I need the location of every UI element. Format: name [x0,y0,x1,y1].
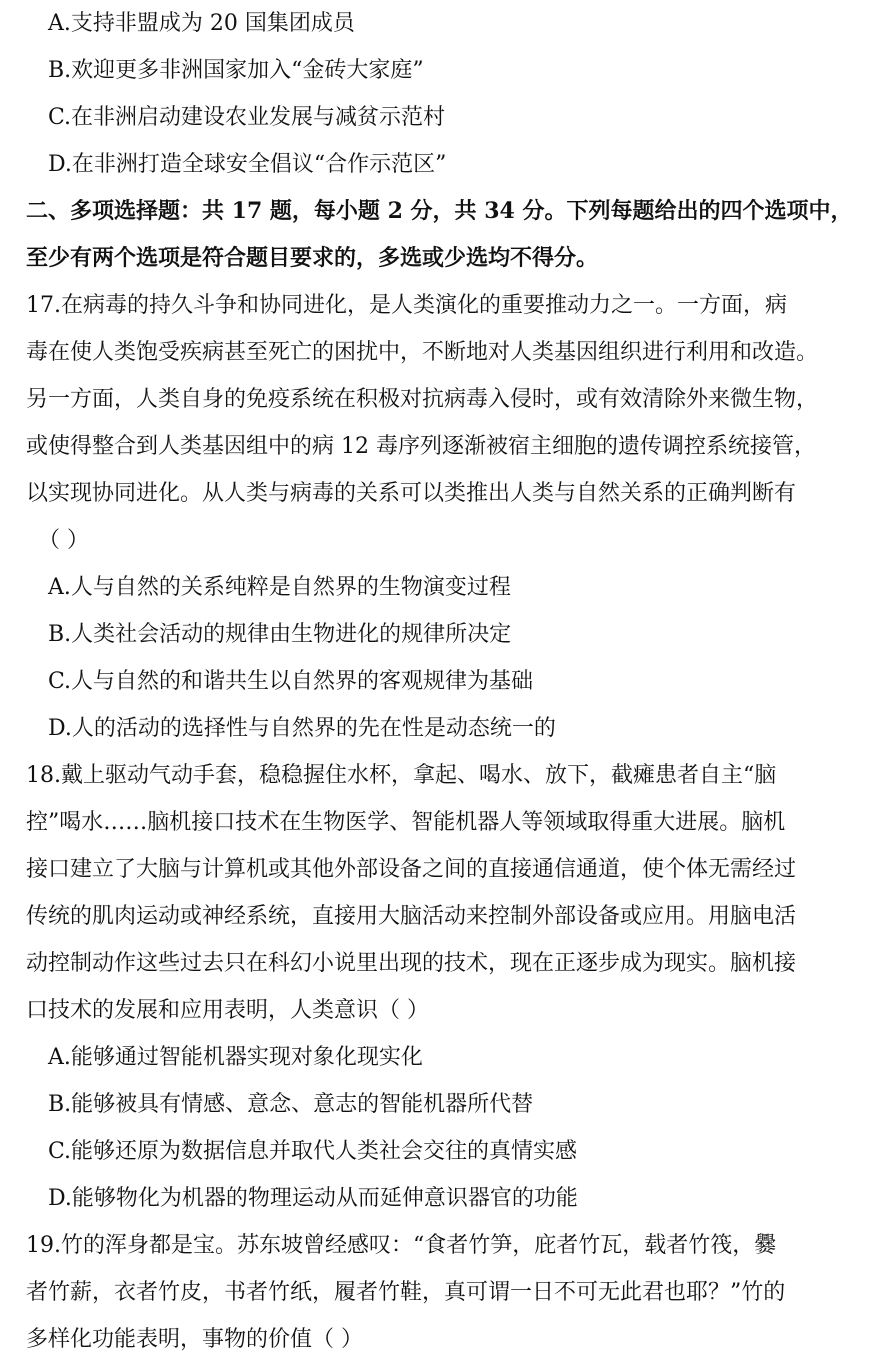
q16-options [26,0,866,188]
section-heading-line: 二、多项选择题：共 17 题，每小题 2 分，共 34 分。下列每题给出的四个选项中， [26,198,853,224]
question-17 [26,282,866,752]
question-stem-line: 口技术的发展和应用表明，人类意识（ ） [26,998,429,1023]
option-c: C.能够还原为数据信息并取代人类社会交往的真情实感 [48,1139,578,1164]
option-d: D.能够物化为机器的物理运动从而延伸意识器官的功能 [48,1186,578,1211]
question-18 [26,752,866,1222]
option-b: B.欢迎更多非洲国家加入“金砖大家庭” [48,58,424,83]
question-stem-line: 接口建立了大脑与计算机或其他外部设备之间的直接通信通道，使个体无需经过 [26,857,797,882]
answer-blank: （ ） [38,528,89,553]
question-stem-line: 传统的肌肉运动或神经系统，直接用大脑活动来控制外部设备或应用。用脑电活 [26,904,797,929]
option-c: C.在非洲启动建设农业发展与减贫示范村 [48,105,446,130]
section2-header [26,188,866,282]
question-19 [26,1222,866,1363]
option-b: B.能够被具有情感、意念、意志的智能机器所代替 [48,1092,534,1117]
option-d: D.人的活动的选择性与自然界的先在性是动态统一的 [48,716,556,741]
section-heading-line: 至少有两个选项是符合题目要求的，多选或少选均不得分。 [26,245,599,271]
exam-page [26,0,866,1363]
question-stem-line: 动控制动作这些过去只在科幻小说里出现的技术，现在正逐步成为现实。脑机接 [26,951,797,976]
option-a: A.能够通过智能机器实现对象化现实化 [48,1045,423,1070]
question-stem-line: 控”喝水……脑机接口技术在生物医学、智能机器人等领域取得重大进展。脑机 [26,810,786,835]
question-stem-line: 17.在病毒的持久斗争和协同进化，是人类演化的重要推动力之一。一方面，病 [26,293,787,318]
question-stem-line: 19.竹的浑身都是宝。苏东坡曾经感叹：“食者竹笋，庇者竹瓦，载者竹筏，爨 [26,1233,777,1258]
option-c: C.人与自然的和谐共生以自然界的客观规律为基础 [48,669,534,694]
question-stem-line: 另一方面，人类自身的免疫系统在积极对抗病毒入侵时，或有效清除外来微生物， [26,387,819,412]
question-stem-line: 毒在使人类饱受疾病甚至死亡的困扰中，不断地对人类基因组织进行利用和改造。 [26,340,819,365]
option-a: A.支持非盟成为 20 国集团成员 [48,11,355,36]
question-stem-line: 18.戴上驱动气动手套，稳稳握住水杯，拿起、喝水、放下，截瘫患者自主“脑 [26,763,777,788]
option-a: A.人与自然的关系纯粹是自然界的生物演变过程 [48,575,511,600]
question-stem-line: 多样化功能表明，事物的价值（ ） [26,1327,363,1352]
question-stem-line: 或使得整合到人类基因组中的病 12 毒序列逐渐被宿主细胞的遗传调控系统接管， [26,434,816,459]
question-stem-line: 者竹薪，衣者竹皮，书者竹纸，履者竹鞋，真可谓一日不可无此君也耶？”竹的 [26,1280,786,1305]
option-b: B.人类社会活动的规律由生物进化的规律所决定 [48,622,512,647]
question-stem-line: 以实现协同进化。从人类与病毒的关系可以类推出人类与自然关系的正确判断有 [26,481,797,506]
option-d: D.在非洲打造全球安全倡议“合作示范区” [48,152,447,177]
